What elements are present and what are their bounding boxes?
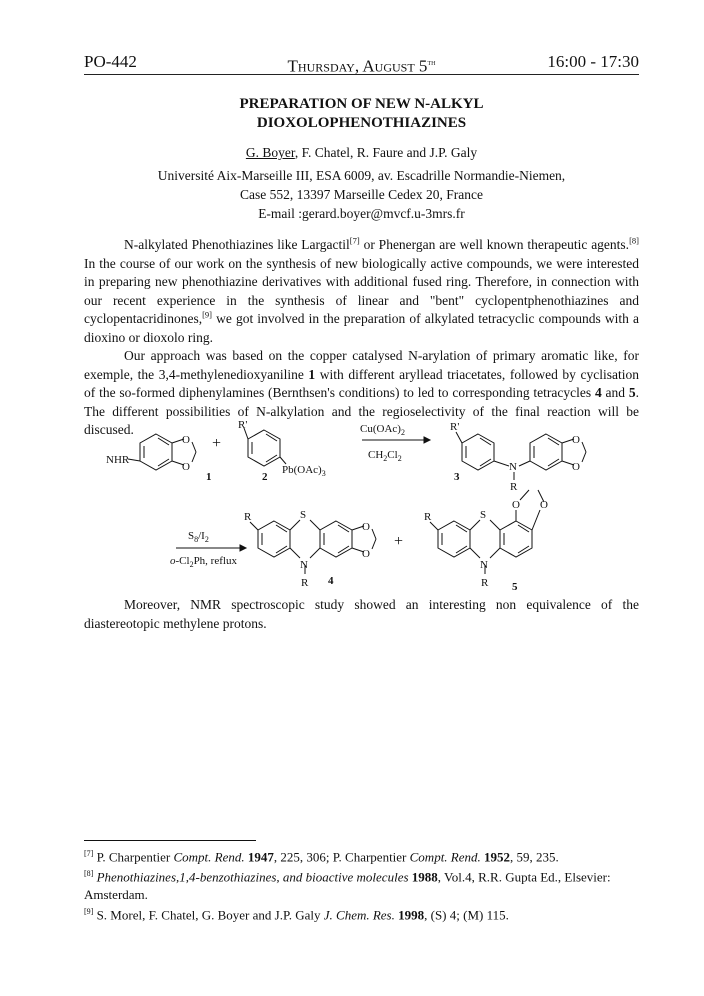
- oxygen-label: O: [362, 521, 370, 533]
- compound-label-4: 4: [328, 575, 334, 587]
- nitrogen-label: N: [509, 461, 517, 473]
- r-prime-label: R': [450, 421, 460, 433]
- sulfur-label: S: [300, 509, 307, 521]
- reaction-scheme: [84, 418, 639, 593]
- r-label: R: [481, 577, 489, 589]
- paper-title: [84, 95, 639, 133]
- r-label: R: [424, 511, 432, 523]
- citation-8: [8]: [629, 235, 639, 246]
- plus-sign-2: +: [394, 533, 404, 550]
- reagent-cu-oac: $Cu(OAc)_2$: [360, 423, 405, 437]
- lead-triacetate-label: $Pb(OAc)_3$: [282, 464, 326, 478]
- authors: [84, 145, 639, 161]
- oxygen-label: O: [540, 499, 548, 511]
- reagent-sulfur-iodine: $S_8/I_2$: [188, 530, 209, 544]
- affiliation: [84, 166, 639, 223]
- footnote-7: [7] P. Charpentier Compt. Rend. 1947, 225, 306; P. Charpentier Compt. Rend. 1952, 59, 235.: [84, 849, 559, 865]
- affiliation-email: E-mail :gerard.boyer@mvcf.u-3mrs.fr: [258, 206, 465, 221]
- citation-9: [9]: [202, 309, 213, 320]
- compound-label-5: 5: [512, 581, 518, 593]
- oxygen-label: O: [572, 434, 580, 446]
- abstract-body: [84, 236, 639, 440]
- co-authors: , F. Chatel, R. Faure and J.P. Galy: [294, 145, 478, 160]
- r-label: R: [244, 511, 252, 523]
- session-day: Thursday, August 5th: [287, 56, 436, 76]
- nhr-label: NHR: [106, 454, 130, 466]
- poster-code: PO-442: [84, 52, 137, 71]
- compound-2-structure: [244, 428, 286, 466]
- oxygen-label: O: [362, 548, 370, 560]
- page-header: [84, 52, 639, 75]
- footnote-separator: [84, 840, 256, 841]
- session-time: 16:00 - 17:30: [547, 52, 639, 71]
- nitrogen-label: N: [480, 559, 488, 571]
- compound-label-3: 3: [454, 471, 460, 483]
- oxygen-label: O: [512, 499, 520, 511]
- r-label: R: [510, 481, 518, 493]
- conclusion: [84, 596, 639, 633]
- paragraph-3: Moreover, NMR spectroscopic study showed an interesting non equivalence of the diastereotopic methylene protons.: [84, 597, 639, 631]
- sulfur-label: S: [480, 509, 487, 521]
- plus-sign-1: +: [212, 435, 222, 452]
- affiliation-line-2: Case 552, 13397 Marseille Cedex 20, France: [240, 187, 483, 202]
- footnotes: [84, 845, 639, 923]
- compound-4-structure: [250, 520, 376, 574]
- r-label: R: [301, 577, 309, 589]
- title-line-1: PREPARATION OF NEW N-ALKYL: [239, 96, 484, 112]
- solvent-dichlorobenzene: $o-Cl_2Ph$, reflux: [170, 555, 237, 569]
- solvent-ch2cl2: $CH_2Cl_2$: [368, 449, 402, 463]
- oxygen-label: O: [182, 461, 190, 473]
- compound-3-structure: [456, 432, 586, 480]
- affiliation-line-1: Université Aix-Marseille III, ESA 6009, av. Escadrille Normandie-Niemen,: [157, 168, 566, 183]
- oxygen-label: O: [182, 434, 190, 446]
- compound-label-1: 1: [206, 471, 212, 483]
- oxygen-label: O: [572, 461, 580, 473]
- citation-7: [7]: [349, 235, 360, 246]
- title-line-2: DIOXOLOPHENOTHIAZINES: [256, 115, 467, 131]
- nitrogen-label: N: [300, 559, 308, 571]
- footnote-8: [8] Phenothiazines,1,4-benzothiazines, and bioactive molecules 1988, Vol.4, R.R. Gupta Ed., Elsevier: Amsterdam.: [84, 869, 611, 902]
- presenting-author: G. Boyer: [245, 145, 295, 160]
- paragraph-2: Our approach was based on the copper catalysed N-arylation of primary aromatic like, for exemple, the 3,4-methylenedioxyaniline 1 with different aryllead triacetates, followed by cyclisation of the so-formed diphenylamines (Bernthsen's conditions) to led to corresponding tetracycles 4 and 5. The different possibilities of N-alkylation and the regioselectivity of the final reaction will be discused.: [84, 348, 639, 437]
- r-prime-label: R': [238, 419, 248, 431]
- footnote-9: [9] S. Morel, F. Chatel, G. Boyer and J.P. Galy J. Chem. Res. 1998, (S) 4; (M) 115.: [84, 906, 509, 922]
- paragraph-1: N-alkylated Phenothiazines like Largactil[7] or Phenergan are well known therapeutic agents.[8] In the course of our work on the synthesis of new biologically active compounds, we were interested in preparing new phenothiazine derivatives with additional fused ring. Therefore, in connection with our recent experience in the synthesis of linear and "bent" cyclopentphenothiazines and cyclopentacridinones,[9] we got involved in the preparation of alkylated tetracyclic compounds with a dioxino or dioxolo ring.: [84, 235, 639, 345]
- compound-label-2: 2: [262, 471, 268, 483]
